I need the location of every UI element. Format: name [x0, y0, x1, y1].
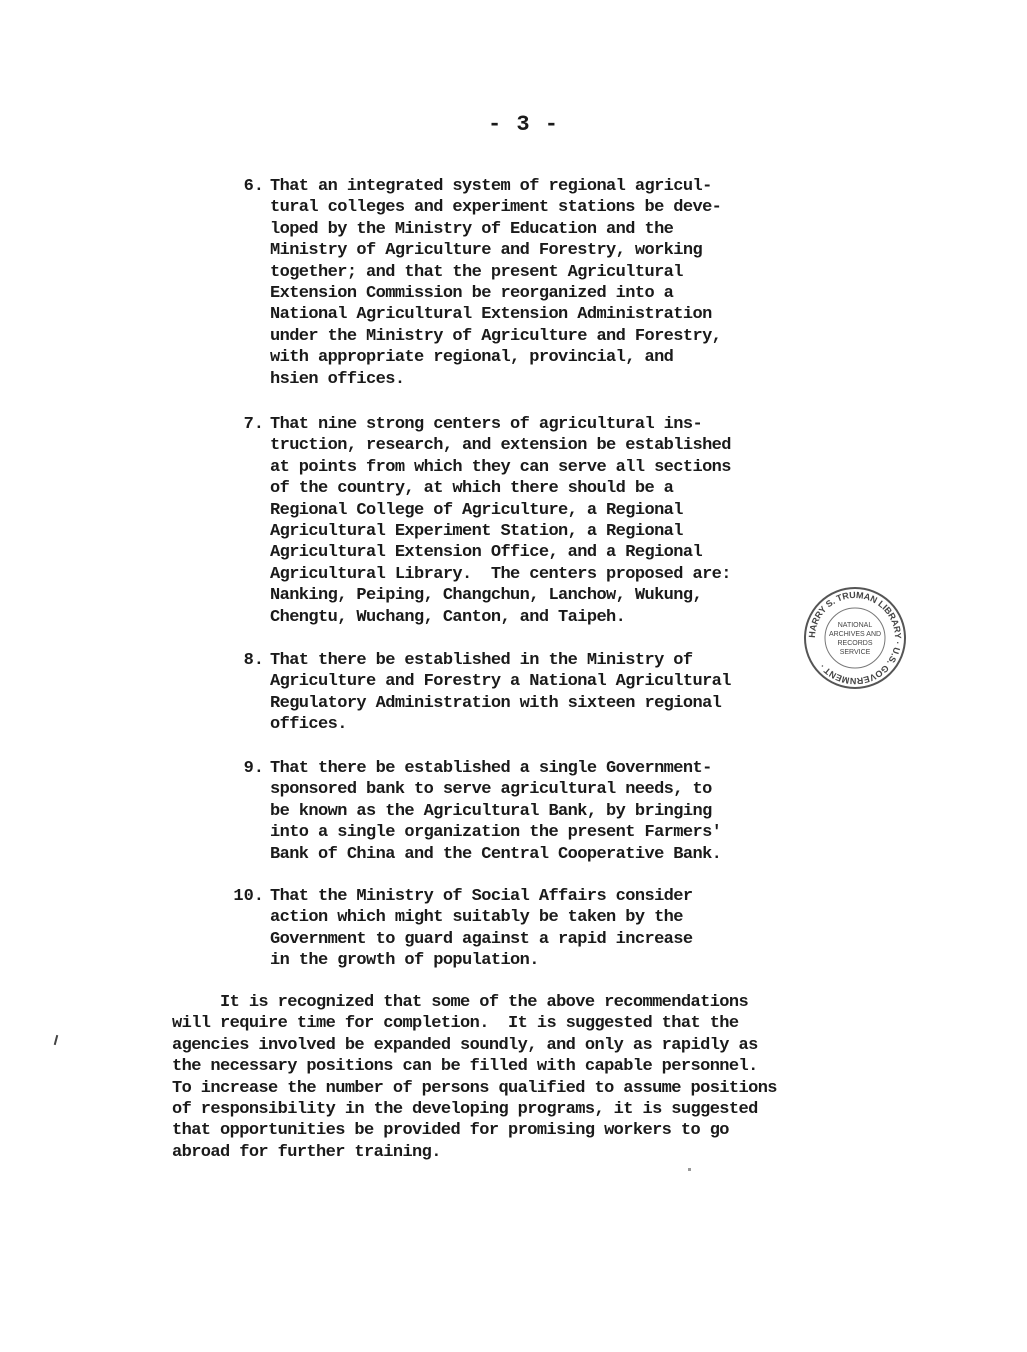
closing-paragraph	[172, 992, 777, 1163]
text-line: Agricultural Extension Office, and a Regional	[270, 543, 703, 563]
text-line: It is recognized that some of the above recommendations	[172, 993, 749, 1012]
text-line: hsien offices.	[270, 369, 405, 389]
text-line: To increase the number of persons qualified to assume positions	[172, 1078, 777, 1098]
item-number: 8.	[243, 651, 264, 670]
text-line: in the growth of population.	[270, 951, 539, 971]
text-line: that opportunities be provided for promising workers to go	[172, 1121, 729, 1141]
text-line: Government to guard against a rapid increase	[270, 929, 693, 949]
page-number: - 3 -	[488, 112, 560, 137]
margin-mark	[54, 1035, 59, 1045]
text-line: That an integrated system of regional agricul-	[270, 177, 712, 196]
text-line: truction, research, and extension be established	[270, 436, 731, 456]
text-line: of the country, at which there should be a	[270, 479, 674, 499]
text-line: of responsibility in the developing programs, it is suggested	[172, 1100, 758, 1120]
text-line: Nanking, Peiping, Changchun, Lanchow, Wukung,	[270, 586, 703, 606]
text-line: at points from which they can serve all sections	[270, 457, 731, 477]
item-number: 9.	[243, 759, 264, 778]
item-number: 7.	[243, 415, 264, 434]
text-line: together; and that the present Agricultural	[270, 262, 683, 282]
stamp-inner-line: RECORDS	[837, 640, 873, 647]
text-line: Agricultural Library. The centers proposed are:	[270, 564, 731, 584]
text-line: under the Ministry of Agriculture and Forestry,	[270, 326, 722, 346]
stamp-inner-line: SERVICE	[839, 649, 871, 656]
text-line: Agriculture and Forestry a National Agricultural	[270, 672, 731, 692]
stamp-outer-ring	[805, 588, 905, 688]
text-line: National Agricultural Extension Administration	[270, 305, 712, 325]
text-line: with appropriate regional, provincial, and	[270, 348, 674, 368]
text-line: the necessary positions can be filled with capable personnel.	[172, 1057, 758, 1077]
item-number: 6.	[243, 177, 264, 196]
text-line: sponsored bank to serve agricultural needs, to	[270, 780, 712, 800]
paper-speck	[688, 1168, 691, 1171]
stamp-inner-line: ARCHIVES AND	[828, 631, 882, 638]
text-line: That the Ministry of Social Affairs consider	[270, 887, 693, 906]
item-number: 10.	[233, 887, 264, 906]
text-line: offices.	[270, 715, 347, 735]
text-line: Bank of China and the Central Cooperative Bank.	[270, 844, 722, 864]
text-line: Ministry of Agriculture and Forestry, working	[270, 241, 703, 261]
text-line: abroad for further training.	[172, 1142, 441, 1162]
text-line: Regional College of Agriculture, a Regional	[270, 500, 683, 520]
text-line: into a single organization the present Farmers'	[270, 823, 722, 843]
text-line: be known as the Agricultural Bank, by bringing	[270, 801, 712, 821]
text-line: tural colleges and experiment stations be deve-	[270, 198, 722, 218]
text-line: Extension Commission be reorganized into a	[270, 284, 674, 304]
text-line: will require time for completion. It is suggested that the	[172, 1014, 739, 1034]
stamp-inner-ring	[825, 608, 885, 668]
stamp-inner-line: NATIONAL	[837, 622, 873, 629]
text-line: That nine strong centers of agricultural ins-	[270, 415, 703, 434]
text-line: Agricultural Experiment Station, a Regional	[270, 522, 683, 542]
archive-stamp	[802, 585, 908, 691]
text-line: loped by the Ministry of Education and the	[270, 219, 674, 239]
stamp-outer-text: HARRY S. TRUMAN LIBRARY · U.S. GOVERNMENT ·	[806, 589, 904, 687]
text-line: Regulatory Administration with sixteen regional	[270, 693, 722, 713]
text-line: That there be established in the Ministry of	[270, 651, 693, 670]
text-line: That there be established a single Government-	[270, 759, 712, 778]
text-line: Chengtu, Wuchang, Canton, and Taipeh.	[270, 607, 626, 627]
text-line: action which might suitably be taken by the	[270, 908, 683, 928]
text-line: agencies involved be expanded soundly, and only as rapidly as	[172, 1035, 758, 1055]
